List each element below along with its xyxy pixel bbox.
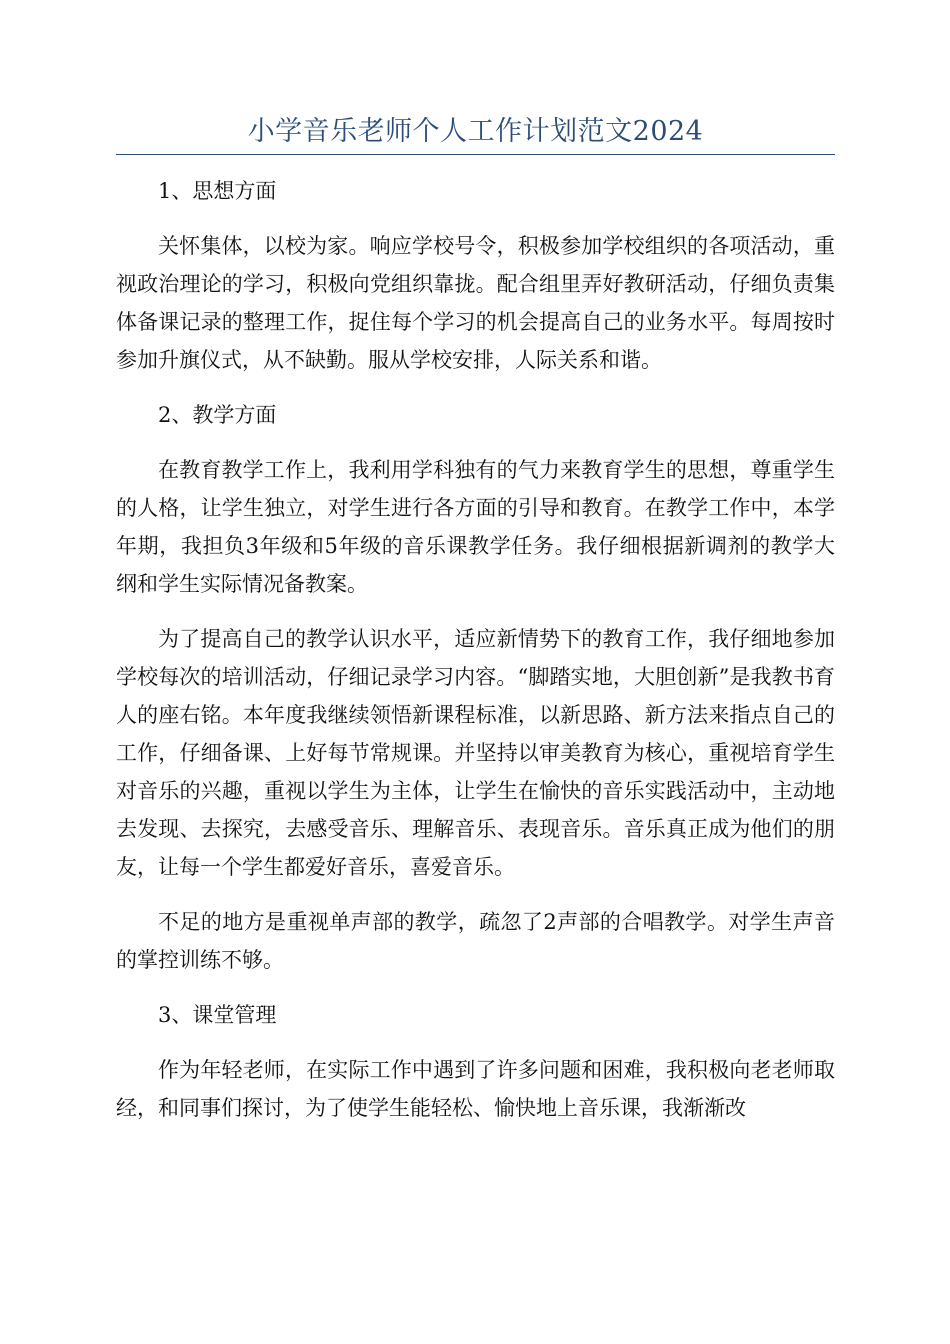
paragraph-classroom: 作为年轻老师，在实际工作中遇到了许多问题和困难，我积极向老老师取经，和同事们探讨，为了使学生能轻松、愉快地上音乐课，我渐渐改 [116,1058,835,1120]
paragraph-teaching-2: 为了提高自己的教学认识水平，适应新情势下的教育工作，我仔细地参加学校每次的培训活动，仔细记录学习内容。“脚踏实地，大胆创新”是我教书育人的座右铭。本年度我继续领悟新课程标准，以新思路、新方法来指点自己的工作，仔细备课、上好每节常规课。并坚持以审美教育为核心，重视培育学生对音乐的兴趣，重视以学生为主体，让学生在愉快的音乐实践活动中，主动地去发现、去探究，去感受音乐、理解音乐、表现音乐。音乐真正成为他们的朋友，让每一个学生都爱好音乐，喜爱音乐。 [116,627,835,879]
title-underline [116,154,835,155]
section-heading-thought: 1、思想方面 [158,179,277,203]
paragraph-thought: 关怀集体，以校为家。响应学校号令，积极参加学校组织的各项活动，重视政治理论的学习，积极向党组织靠拢。配合组里弄好教研活动，仔细负责集体备课记录的整理工作，捉住每个学习的机会提高自己的业务水平。每周按时参加升旗仪式，从不缺勤。服从学校安排，人际关系和谐。 [116,234,835,372]
document-body [116,172,835,1144]
paragraph-teaching-3: 不足的地方是重视单声部的教学，疏忽了2声部的合唱教学。对学生声音的掌控训练不够。 [116,910,835,972]
document-title: 小学音乐老师个人工作计划范文2024 [247,116,704,147]
paragraph-teaching-1: 在教育教学工作上，我利用学科独有的气力来教育学生的思想，尊重学生的人格，让学生独立，对学生进行各方面的引导和教育。在教学工作中，本学年期，我担负3年级和5年级的音乐课教学任务。我仔细根据新调剂的教学大纲和学生实际情况备教案。 [116,458,835,596]
section-heading-classroom: 3、课堂管理 [158,1003,277,1027]
section-heading-teaching: 2、教学方面 [158,403,277,427]
